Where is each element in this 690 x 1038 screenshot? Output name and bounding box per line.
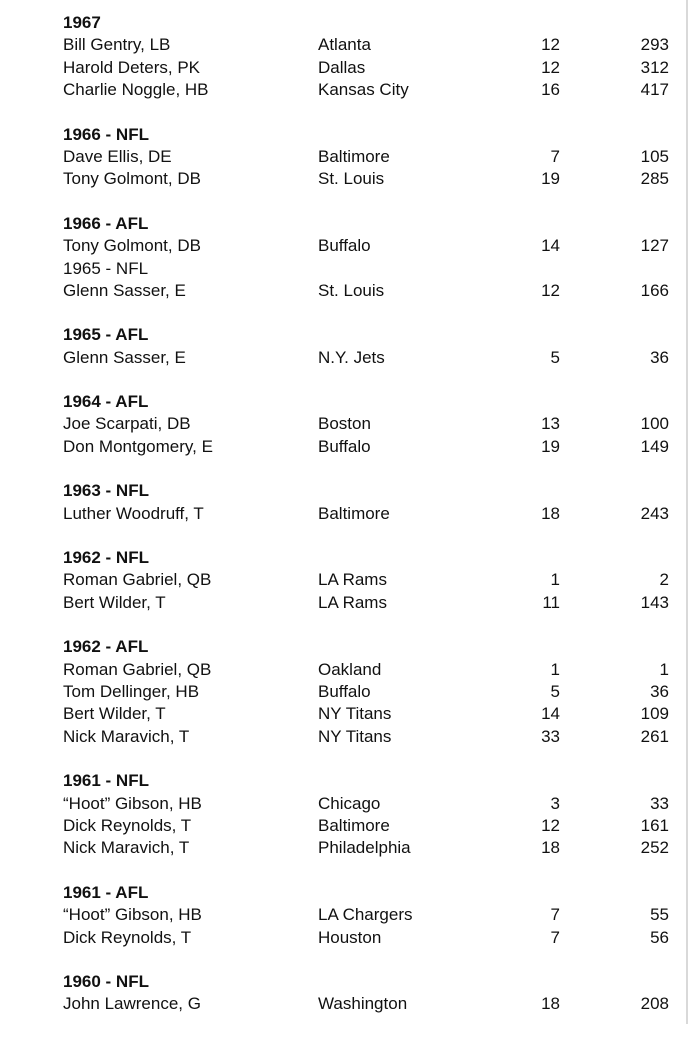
draft-pick: 105 (640, 146, 669, 166)
player-row (63, 815, 670, 837)
section-heading: 1961 - AFL (63, 882, 149, 902)
player-row (63, 79, 670, 101)
draft-round: 14 (541, 236, 560, 256)
player-row (63, 837, 670, 859)
section-subheading: 1965 - NFL (63, 258, 149, 278)
draft-pick: 2 (659, 570, 669, 590)
draft-pick: 208 (640, 994, 669, 1014)
section-heading: 1965 - AFL (63, 325, 149, 345)
player-name: Nick Maravich, T (63, 838, 190, 858)
draft-pick: 100 (640, 414, 669, 434)
team-name: Kansas City (318, 80, 409, 100)
draft-round: 7 (550, 905, 560, 925)
team-name: Boston (318, 414, 371, 434)
section-heading: 1962 - NFL (63, 548, 149, 568)
player-row (63, 168, 670, 190)
draft-pick: 261 (640, 726, 669, 746)
team-name: Buffalo (318, 681, 371, 701)
draft-round: 18 (541, 838, 560, 858)
draft-round: 14 (541, 704, 560, 724)
team-name: St. Louis (318, 280, 385, 300)
player-name: Charlie Noggle, HB (63, 80, 209, 100)
draft-round: 12 (541, 815, 560, 835)
draft-pick: 243 (640, 503, 669, 523)
player-name: Tom Dellinger, HB (63, 681, 200, 701)
player-row (63, 413, 670, 435)
player-name: Bill Gentry, LB (63, 35, 171, 55)
player-name: “Hoot” Gibson, HB (63, 793, 202, 813)
draft-round: 18 (541, 994, 560, 1014)
player-name: John Lawrence, G (63, 994, 201, 1014)
player-name: Nick Maravich, T (63, 726, 190, 746)
player-row (63, 592, 670, 614)
page-edge-divider (686, 0, 688, 1024)
draft-round: 11 (542, 592, 560, 612)
draft-round: 19 (541, 169, 560, 189)
player-row (63, 146, 670, 168)
draft-round: 3 (550, 793, 560, 813)
team-name: Philadelphia (318, 838, 411, 858)
section-heading: 1960 - NFL (63, 971, 149, 991)
draft-pick: 312 (640, 57, 669, 77)
draft-pick: 36 (650, 347, 669, 367)
player-name: Dave Ellis, DE (63, 146, 172, 166)
draft-round: 18 (541, 503, 560, 523)
player-row (63, 927, 670, 949)
draft-round: 7 (550, 927, 560, 947)
team-name: LA Rams (318, 592, 387, 612)
draft-pick: 252 (640, 838, 669, 858)
player-row (63, 235, 670, 257)
team-name: Chicago (318, 793, 381, 813)
section-heading: 1966 - AFL (63, 213, 149, 233)
team-name: NY Titans (318, 704, 392, 724)
draft-pick: 285 (640, 169, 669, 189)
draft-pick: 293 (640, 35, 669, 55)
team-name: St. Louis (318, 169, 385, 189)
player-row (63, 681, 670, 703)
draft-pick: 56 (650, 927, 669, 947)
player-row (63, 34, 670, 56)
player-name: Tony Golmont, DB (63, 236, 201, 256)
team-name: LA Rams (318, 570, 387, 590)
draft-section (63, 547, 670, 614)
player-name: Roman Gabriel, QB (63, 659, 212, 679)
team-name: Buffalo (318, 436, 371, 456)
player-name: Roman Gabriel, QB (63, 570, 212, 590)
player-name: Tony Golmont, DB (63, 169, 201, 189)
team-name: NY Titans (318, 726, 392, 746)
draft-round: 12 (541, 35, 560, 55)
draft-pick: 127 (640, 236, 669, 256)
player-name: Harold Deters, PK (63, 57, 200, 77)
draft-section (63, 480, 670, 525)
draft-section (63, 124, 670, 191)
draft-pick: 166 (640, 280, 669, 300)
section-heading: 1966 - NFL (63, 124, 149, 144)
draft-section (63, 882, 670, 949)
draft-pick: 36 (650, 681, 669, 701)
team-name: Baltimore (318, 503, 390, 523)
section-heading: 1967 (63, 13, 101, 32)
player-name: Joe Scarpati, DB (63, 414, 191, 434)
player-row (63, 993, 670, 1015)
player-name: Bert Wilder, T (63, 592, 166, 612)
draft-round: 1 (550, 570, 560, 590)
player-row (63, 659, 670, 681)
team-name: LA Chargers (318, 905, 413, 925)
draft-pick: 33 (650, 793, 669, 813)
team-name: Atlanta (318, 35, 371, 55)
draft-pick: 55 (650, 905, 669, 925)
team-name: Oakland (318, 659, 382, 679)
section-heading: 1964 - AFL (63, 392, 149, 412)
player-name: Glenn Sasser, E (63, 280, 186, 300)
draft-section (63, 12, 670, 102)
team-name: N.Y. Jets (318, 347, 385, 367)
draft-pick: 143 (640, 592, 669, 612)
draft-section (63, 636, 670, 748)
draft-pick: 161 (640, 815, 669, 835)
player-row (63, 726, 670, 748)
player-row (63, 793, 670, 815)
draft-round: 1 (550, 659, 560, 679)
player-name: Dick Reynolds, T (63, 815, 192, 835)
player-row (63, 503, 670, 525)
draft-pick: 1 (659, 659, 669, 679)
team-name: Baltimore (318, 815, 390, 835)
team-name: Dallas (318, 57, 366, 77)
player-row (63, 280, 670, 302)
section-heading: 1961 - NFL (63, 771, 149, 791)
player-name: Glenn Sasser, E (63, 347, 186, 367)
draft-round: 13 (541, 414, 560, 434)
draft-round: 33 (541, 726, 560, 746)
player-row (63, 436, 670, 458)
draft-list (63, 12, 670, 1038)
section-heading: 1963 - NFL (63, 481, 149, 501)
player-row (63, 57, 670, 79)
team-name: Washington (318, 994, 408, 1014)
player-name: Dick Reynolds, T (63, 927, 192, 947)
team-name: Houston (318, 927, 382, 947)
player-name: Bert Wilder, T (63, 704, 166, 724)
player-row (63, 347, 670, 369)
draft-pick: 109 (640, 704, 669, 724)
draft-pick: 417 (640, 80, 669, 100)
player-row (63, 569, 670, 591)
draft-pick: 149 (640, 436, 669, 456)
draft-round: 7 (550, 146, 560, 166)
player-row (63, 904, 670, 926)
draft-section (63, 971, 670, 1016)
draft-section (63, 324, 670, 369)
draft-round: 12 (541, 280, 560, 300)
draft-round: 12 (541, 57, 560, 77)
draft-section (63, 213, 670, 303)
draft-round: 5 (550, 681, 560, 701)
player-name: Luther Woodruff, T (63, 503, 204, 523)
draft-section (63, 770, 670, 860)
team-name: Baltimore (318, 146, 390, 166)
player-name: “Hoot” Gibson, HB (63, 905, 202, 925)
team-name: Buffalo (318, 236, 371, 256)
section-heading: 1962 - AFL (63, 637, 149, 657)
player-name: Don Montgomery, E (63, 436, 213, 456)
draft-round: 19 (541, 436, 560, 456)
player-row (63, 703, 670, 725)
draft-round: 16 (541, 80, 560, 100)
draft-section (63, 391, 670, 458)
draft-round: 5 (550, 347, 560, 367)
